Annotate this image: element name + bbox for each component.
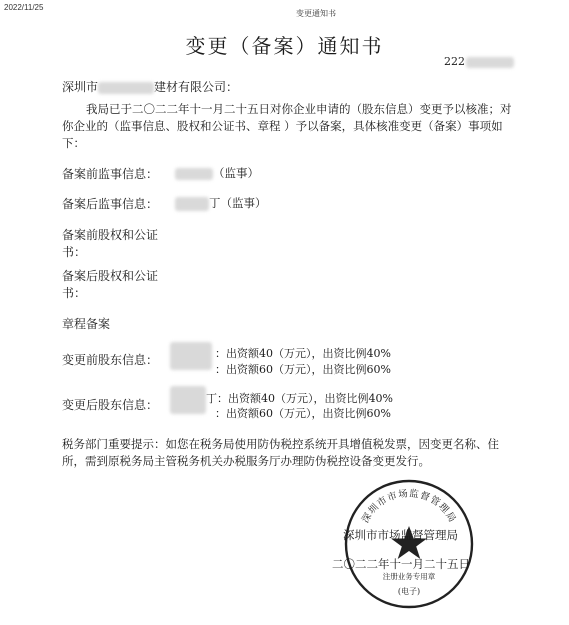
addressee-suffix: 建材有限公司： xyxy=(154,80,239,94)
addressee xyxy=(62,78,238,95)
supervisor-before-text: （监事） xyxy=(213,166,259,180)
redacted-block xyxy=(98,82,154,94)
document-number xyxy=(444,55,514,68)
redacted-block xyxy=(466,57,514,68)
supervisor-after-label: 备案后监事信息： xyxy=(62,197,159,211)
supervisor-before-label: 备案前监事信息： xyxy=(62,167,159,181)
shareholder-before-1: ：出资额40（万元），出资比例40% xyxy=(215,347,391,360)
redacted-block xyxy=(170,386,206,414)
document-title: 变更（备案）通知书 xyxy=(185,34,384,58)
redacted-shareholder-names xyxy=(170,342,214,372)
print-header-title: 变更通知书 xyxy=(296,9,336,18)
articles-label: 章程备案 xyxy=(62,317,111,331)
redacted-block xyxy=(170,342,212,370)
supervisor-after-value xyxy=(175,195,267,211)
seal-tag: (电子) xyxy=(397,587,421,596)
shareholder-before-2: ：出资额60（万元），出资比例60% xyxy=(215,363,391,376)
equity-before-label: 备案前股权和公证书： xyxy=(62,228,159,259)
official-seal xyxy=(343,478,475,610)
tax-notice: 税务部门重要提示：如您在税务局使用防伪税控系统开具增值税发票，因变更名称、住所，需到原税务局主管税务机关办税服务厅办理防伪税控设备变更发行。 xyxy=(62,437,499,468)
shareholders-after-label: 变更后股东信息： xyxy=(62,398,159,412)
print-date: 2022/11/25 xyxy=(4,3,44,12)
addressee-prefix: 深圳市 xyxy=(62,80,99,94)
redacted-block xyxy=(175,197,209,211)
supervisor-after-text: 丁（监事） xyxy=(209,196,267,210)
equity-after-label: 备案后股权和公证书： xyxy=(62,269,159,300)
shareholder-after-1: 丁：出资额40（万元），出资比例40% xyxy=(206,392,393,405)
document-number-text: 222 xyxy=(444,55,465,68)
seal-ring-text: 深圳市市场监督管理局 xyxy=(359,488,459,526)
shareholder-after-2: ：出资额60（万元），出资比例60% xyxy=(215,407,391,420)
issue-date: 二〇二二年十一月二十五日 xyxy=(332,557,470,571)
body-paragraph: 我局已于二〇二二年十一月二十五日对你企业申请的（股东信息）变更予以核准；对你企业的（监事信息、股权和公证书、章程 ）予以备案，具体核准变更（备案）事项如下： xyxy=(62,102,512,150)
seal-bottom-text: 注册业务专用章 xyxy=(382,572,436,581)
issuing-authority: 深圳市市场监督管理局 xyxy=(343,528,458,542)
supervisor-before-value xyxy=(175,165,259,181)
redacted-block xyxy=(175,168,213,180)
shareholders-before-label: 变更前股东信息： xyxy=(62,353,159,367)
